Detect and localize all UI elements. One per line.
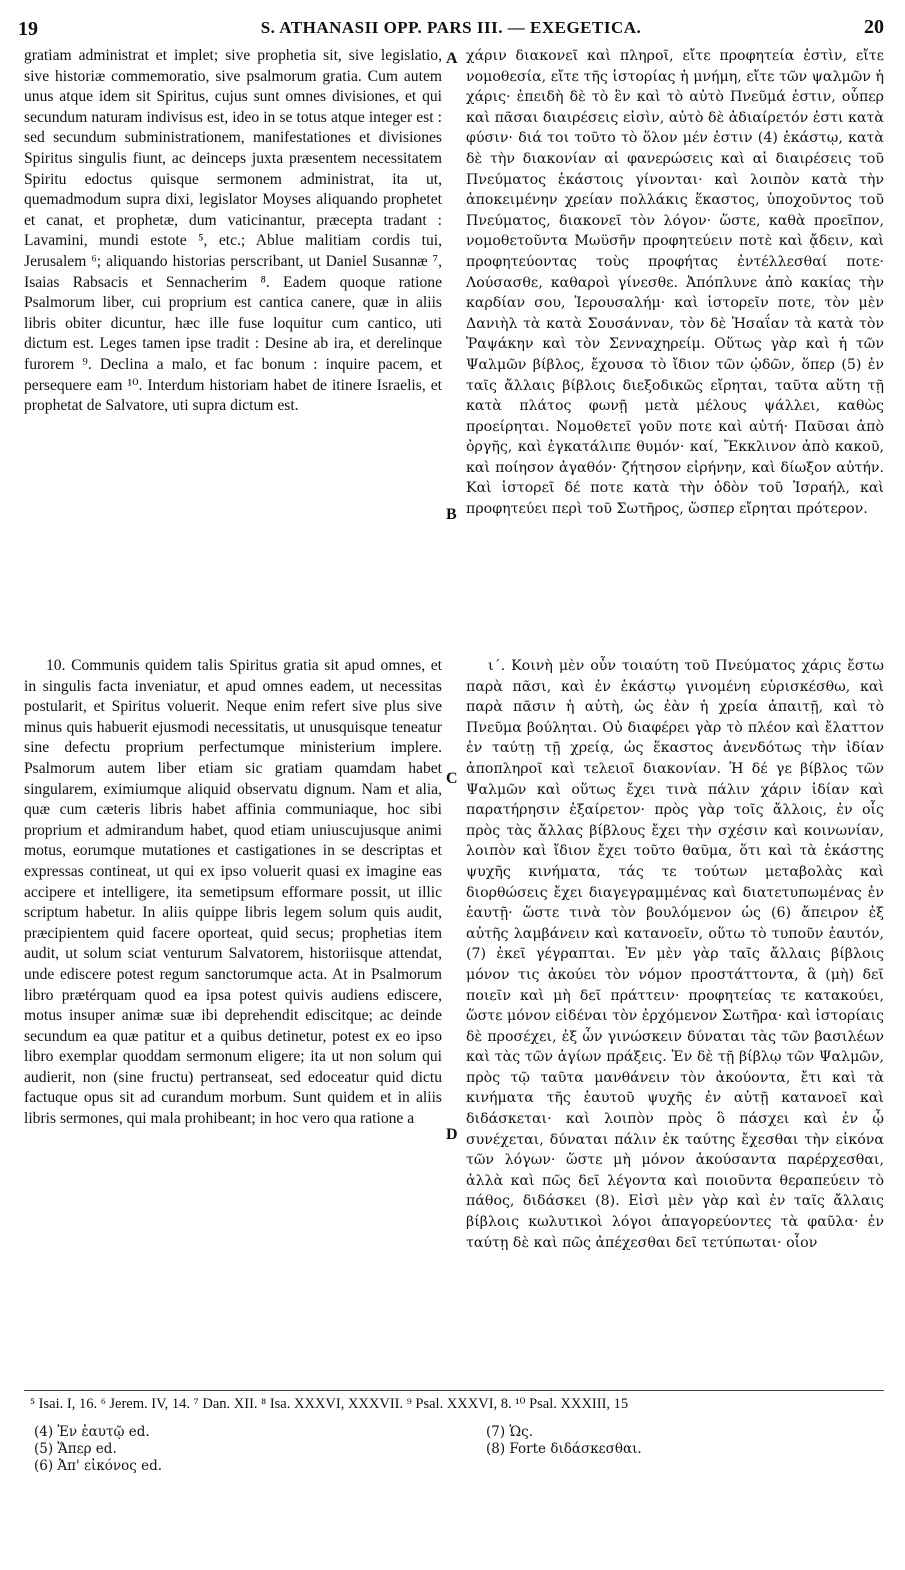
note-8: (8) Forte διδάσκεσθαι. [486,1441,642,1457]
textual-notes-left [34,1424,434,1475]
page-header [18,12,884,40]
note-6: (6) Ἀπ' εἰκόνος ed. [34,1458,162,1474]
latin-column-section-2 [24,656,442,1130]
latin-column-section-1 [24,46,442,417]
page-number-right: 20 [864,16,884,38]
running-title: S. ATHANASII OPP. PARS III. — EXEGETICA. [260,18,642,37]
latin-paragraph-2: 10. Communis quidem talis Spiritus gratia sit apud omnes, et in singulis facta inveniatur, et apud omnes eadem, ut necessitas postularit, et Spiritus voluerit. Neque enim refert sive plus sive minus quis habuerit ejusmodi necessitatis, ut unusquisque teneatur sine defectu proprium perfectumque ministerium implere. Psalmorum autem liber etiam sic gratiam quamdam habet singularem, eximiumque aliquid observatu dignum. Nam et alia, quæ cum cæteris libris habet affinia communiaque, hoc sibi proprium et admirandum habet, quod etiam uniuscujusque animi motus, eorumque mutationes et castigationes in se descriptas et expressas contineat, ut qui ex ipso voluerit quasi ex imagine eas accipere et intelligere, ita semetipsum efformare possit, ut illic scriptum habetur. In aliis quippe libris legem solum quis audit, præcipientem quid facere oporteat, quid secus; prophetias item audit, ut solum sciat venturum Salvatorem, historiisque attendat, unde ediscere potest regum sanctorumque acta. At in Psalmorum libro prætérquam quod ea ipsa potest quivis audiens ediscere, motus insuper animæ suæ ibi deprehendit ediscitque; ac deinde secundum ea quæ patitur et a quibus detinetur, potest ex eo ipso libro exemplar quoddam sermonum eligere; ita ut non solum qui audierit, non (sine fructu) pertranseat, sed edoceatur quid dictu factuque opus sit ad curandum morbum. Sunt quidem et in aliis libris sermones, qui mala prohibeant; in hoc vero qua ratione a [24,657,442,1128]
note-4: (4) Ἐν ἑαυτῷ ed. [34,1424,150,1440]
latin-paragraph-1: gratiam administrat et implet; sive prophetia sit, sive legislatio, sive historiæ commemoratio, sive psalmorum gratia. Cum autem unus atque idem sit Spiritus, cujus sunt omnes divisiones, et qui secundum naturam indivisus est, ideo in se totus atque integer est : sed secundum subministrationem, manifestationes et divisiones Spiritus singulis fiunt, ac deinceps juxta præsentem necessitatem Spiritu edoctus quisque sermonem administrat, ita ut, quemadmodum supra dixi, legislator Moyses aliquando prophetet et canat, et prophetæ, dum vaticinantur, præcepta tradant : Lavamini, mundi estote ⁵, etc.; Ablue malitiam cordis tui, Jerusalem ⁶; aliquando historias perscribant, ut Daniel Susannæ ⁷, Isaias Rabsacis et Sennacherim ⁸. Eadem quoque ratione Psalmorum liber, cui proprium est cantica canere, quæ in aliis libris obiter dicuntur, hæc ille fuse loquitur cum cantico, uti dictum est. Leges tamen ipse tradit : Desine ab ira, et derelinque furorem ⁹. Declina a malo, et fac bonum : inquire pacem, et persequere eam ¹⁰. Interdum historiam habet de itinere Israelis, et prophetat de Salvatore, uti supra dictum est. [24,47,442,415]
scripture-references: ⁵ Isai. I, 16. ⁶ Jerem. IV, 14. ⁷ Dan. XII. ⁸ Isa. XXXVI, XXXVII. ⁹ Psal. XXXVI, 8. ¹⁰ Psal. XXXIII, 15 [30,1396,629,1412]
margin-marker-d: D [446,1126,458,1143]
note-7: (7) Ὡς. [486,1424,534,1440]
textual-notes-right [486,1424,884,1458]
greek-paragraph-2: ι΄. Κοινὴ μὲν οὖν τοιαύτη τοῦ Πνεύματος χάρις ἔστω παρὰ πᾶσι, καὶ ἐν ἑκάστῳ γινομένη εὑρισκέσθω, καὶ παρὰ πᾶσιν ἡ αὐτὴ, ὡς ἐὰν ἡ χρεία ἀπαιτῇ, καὶ τὸ Πνεῦμα βούληται. Οὐ διαφέρει γὰρ τὸ πλέον καὶ ἔλαττον ἐν ταύτῃ τῇ χρείᾳ, ὡς ἕκαστος ἀνενδότως τὴν ἰδίαν ἀποπληροῖ καὶ τελειοῖ διακονίαν. Ἡ δέ γε βίβλος τῶν Ψαλμῶν καὶ οὕτως ἔχει τινὰ πάλιν χάριν ἰδίαν καὶ παρατήρησιν ἐξαίρετον· πρὸς γὰρ τοῖς ἄλλοις, ἐν οἷς πρὸς τὰς ἄλλας βίβλους ἔχει τὴν σχέσιν καὶ κοινωνίαν, λοιπὸν καὶ ἴδιον ἔχει τοῦτο θαῦμα, ὅτι καὶ τὰ ἑκάστης ψυχῆς κινήματα, τάς τε τούτων μεταβολὰς καὶ διορθώσεις ἔχει διαγεγραμμένας καὶ διατετυπωμένας ἐν ἑαυτῇ· ὥστε τινὰ τὸν βουλόμενον ὡς (6) ἄπειρον ἐξ αὐτῆς λαμβάνειν καὶ κατανοεῖν, οὕτω τὸ τυποῦν ἑαυτόν, (7) ἐκεῖ γέγραπται. Ἐν μὲν γὰρ ταῖς ἄλλαις βίβλοις μόνον τις ἀκούει τὸν νόμον προστάττοντα, ἃ (μὴ) δεῖ ποιεῖν καὶ μὴ δεῖ πράττειν· προφητείας τε κατακούει, ὥστε μόνον εἰδέναι τὸν ἐρχόμενον Σωτῆρα· καὶ ἱστορίαις δὲ προσέχει, ἐξ ὧν γινώσκειν δύναται τὰς τῶν βασιλέων καὶ τὰς τῶν ἁγίων πράξεις. Ἐν δὲ τῇ βίβλῳ τῶν Ψαλμῶν, πρὸς τῷ ταῦτα μανθάνειν τὸν ἀκούοντα, ἔτι καὶ τὰ κινήματα τῆς ἑαυτοῦ ψυχῆς ἐν αὐτῇ κατανοεῖ καὶ διδάσκεται· καὶ λοιπὸν πρὸς ὃ πάσχει καὶ ἐν ᾧ συνέχεται, δύναται πάλιν ἐκ ταύτης ἔχεσθαι τὴν εἰκόνα τῶν λόγων· ὥστε μὴ μόνον ἀκούσαντα παρέρχεσθαι, ἀλλὰ καὶ πῶς δεῖ λέγοντα καὶ ποιοῦντα θεραπεύειν τὸ πάθος, διδάσκει (8). Εἰσὶ μὲν γὰρ καὶ ἐν ταῖς ἄλλαις βίβλοις κωλυτικοὶ λόγοι ἀπαγορεύοντες τὰ φαῦλα· ἐν ταύτῃ δὲ καὶ πῶς ἀπέχεσθαι δεῖ τετύπωται· οἷον [466,658,884,1251]
margin-marker-c: C [446,770,458,787]
footnote-divider [24,1390,884,1391]
margin-marker-b: B [446,506,457,523]
page-number-left: 19 [18,18,38,40]
greek-paragraph-1: χάριν διακονεῖ καὶ πληροῖ, εἴτε προφητεία ἐστὶν, εἴτε νομοθεσία, εἴτε τῆς ἱστορίας ἡ μνήμη, εἴτε τῶν ψαλμῶν ἡ χάρις· ἐπειδὴ δὲ τὸ ἓν καὶ τὸ αὐτὸ Πνεῦμά ἐστιν, οὗπερ καὶ πᾶσαι διαιρέσεις εἰσὶν, αὐτὸ δὲ ἀδιαίρετόν ἐστι κατὰ φύσιν· διά τοι τοῦτο τὸ ὅλον μέν ἐστιν (4) ἑκάστῳ, κατὰ δὲ τὴν διακονίαν αἱ φανερώσεις καὶ αἱ διαιρέσεις τοῦ Πνεύματος ἑκάστοις γίνονται· καὶ λοιπὸν κατὰ τὴν ἀποκειμένην χρείαν πολλάκις ἕκαστος, ὑποχοῦντος τοῦ Πνεύματος, διακονεῖ τὸν λόγον· ὥστε, καθὰ προεῖπον, νομοθετοῦντα Μωϋσῆν προφητεύειν ποτὲ καὶ ᾄδειν, καὶ προφητεύοντας τοὺς προφήτας ἐντέλλεσθαί ποτε· Λούσασθε, καθαροὶ γίνεσθε. Ἀπόπλυνε ἀπὸ κακίας τὴν καρδίαν σου, Ἱερουσαλήμ· καὶ ἱστορεῖν ποτε, τὸν μὲν Δανιὴλ τὰ κατὰ Σουσάνναν, τὸν δὲ Ἡσαΐαν τὰ κατὰ τὸν Ῥαψάκην καὶ τὸν Σενναχηρείμ. Οὕτως γὰρ καὶ ἡ τῶν Ψαλμῶν βίβλος, ἔχουσα τὸ ἴδιον τῶν ᾠδῶν, ὅπερ (5) ἐν ταῖς ἄλλαις βίβλοις διεξοδικῶς εἴρηται, ταῦτα αὕτη τῇ κατὰ πλάτος φωνῇ μετὰ μέλους ψάλλει, καθὼς προείρηται. Νομοθετεῖ γοῦν ποτε καὶ αὐτή· Παῦσαι ἀπὸ ὀργῆς, καὶ ἐγκατάλιπε θυμόν· καί, Ἔκκλινον ἀπὸ κακοῦ, καὶ ποίησον ἀγαθόν· ζήτησον εἰρήνην, καὶ δίωξον αὐτήν. Καὶ ἱστορεῖ δέ ποτε κατὰ τὴν ὁδὸν τοῦ Ἰσραήλ, καὶ προφητεύει περὶ τοῦ Σωτῆρος, ὥσπερ εἴρηται πρότερον. [466,48,884,518]
greek-column-section-1 [466,46,884,520]
greek-column-section-2 [466,656,884,1253]
note-5: (5) Ἅπερ ed. [34,1441,117,1457]
margin-marker-a: A [446,50,458,67]
